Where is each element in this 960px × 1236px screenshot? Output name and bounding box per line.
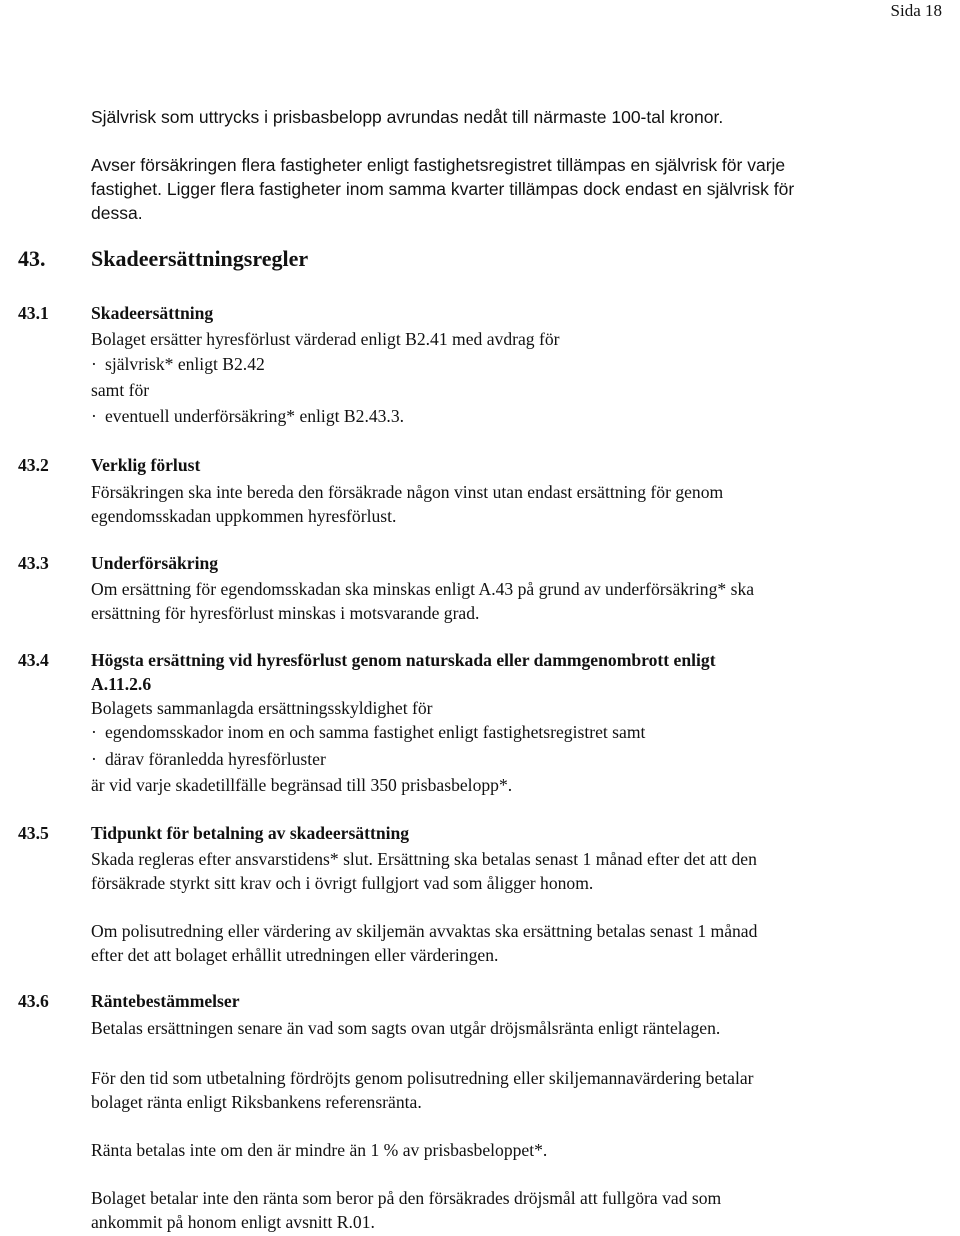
- section-title: Skadeersättningsregler: [91, 246, 309, 271]
- list-item: [91, 747, 326, 771]
- body-text: Bolagets sammanlagda ersättningsskyldighet för: [91, 698, 433, 718]
- list-item: [91, 352, 265, 376]
- body-text: För den tid som utbetalning fördröjts genom polisutredning eller skiljemannavärdering betalar: [91, 1068, 754, 1088]
- body-text: Betalas ersättningen senare än vad som sagts ovan utgår dröjsmålsränta enligt räntelagen.: [91, 1018, 721, 1038]
- subsection-title: Underförsäkring: [91, 553, 219, 573]
- subsection-title: Skadeersättning: [91, 303, 214, 323]
- list-item-text: därav föranledda hyresförluster: [105, 749, 326, 769]
- bullet-icon: ·: [91, 354, 97, 374]
- subsection-title-continued: A.11.2.6: [91, 674, 152, 694]
- body-text: samt för: [91, 380, 150, 400]
- body-text: ankommit på honom enligt avsnitt R.01.: [91, 1212, 375, 1232]
- body-text: Om polisutredning eller värdering av skiljemän avvaktas ska ersättning betalas senast 1 månad: [91, 921, 758, 941]
- body-text: Bolaget betalar inte den ränta som beror på den försäkrades dröjsmål att fullgöra vad som: [91, 1188, 722, 1208]
- list-item: [91, 720, 645, 744]
- section-number: 43.: [18, 246, 46, 271]
- bullet-icon: ·: [91, 722, 97, 742]
- subsection-title: Tidpunkt för betalning av skadeersättning: [91, 823, 410, 843]
- body-text: Bolaget ersätter hyresförlust värderad enligt B2.41 med avdrag för: [91, 329, 560, 349]
- body-text: Ränta betalas inte om den är mindre än 1 % av prisbasbeloppet*.: [91, 1140, 548, 1160]
- body-text: Försäkringen ska inte bereda den försäkrade någon vinst utan endast ersättning för genom: [91, 482, 724, 502]
- subsection-number: 43.3: [18, 553, 49, 573]
- body-text: Om ersättning för egendomsskadan ska minskas enligt A.43 på grund av underförsäkring* ska: [91, 579, 755, 599]
- subsection-number: 43.5: [18, 823, 49, 843]
- body-text: Skada regleras efter ansvarstidens* slut. Ersättning ska betalas senast 1 månad efter det att den: [91, 849, 757, 869]
- intro-paragraph-2-line-3: dessa.: [91, 203, 143, 223]
- page-number: Sida 18: [890, 1, 942, 20]
- list-item-text: egendomsskador inom en och samma fastighet enligt fastighetsregistret samt: [105, 722, 646, 742]
- body-text: egendomsskadan uppkommen hyresförlust.: [91, 506, 397, 526]
- subsection-title: Högsta ersättning vid hyresförlust genom naturskada eller dammgenombrott enligt: [91, 650, 716, 670]
- body-text: är vid varje skadetillfälle begränsad till 350 prisbasbelopp*.: [91, 775, 513, 795]
- list-item: [91, 404, 404, 428]
- subsection-number: 43.1: [18, 303, 49, 323]
- subsection-number: 43.2: [18, 455, 49, 475]
- intro-paragraph-2-line-1: Avser försäkringen flera fastigheter enligt fastighetsregistret tillämpas en självrisk för varje: [91, 155, 786, 175]
- list-item-text: självrisk* enligt B2.42: [105, 354, 265, 374]
- list-item-text: eventuell underförsäkring* enligt B2.43.3.: [105, 406, 405, 426]
- subsection-number: 43.6: [18, 991, 49, 1011]
- subsection-title: Verklig förlust: [91, 455, 201, 475]
- body-text: bolaget ränta enligt Riksbankens referensränta.: [91, 1092, 422, 1112]
- subsection-number: 43.4: [18, 650, 49, 670]
- intro-paragraph-2-line-2: fastighet. Ligger flera fastigheter inom samma kvarter tillämpas dock endast en självrisk för: [91, 179, 795, 199]
- body-text: ersättning för hyresförlust minskas i motsvarande grad.: [91, 603, 480, 623]
- body-text: efter det att bolaget erhållit utredningen eller värderingen.: [91, 945, 499, 965]
- bullet-icon: ·: [91, 406, 97, 426]
- intro-paragraph-1: Självrisk som uttrycks i prisbasbelopp avrundas nedåt till närmaste 100-tal kronor.: [91, 107, 724, 127]
- bullet-icon: ·: [91, 749, 97, 769]
- subsection-title: Räntebestämmelser: [91, 991, 240, 1011]
- body-text: försäkrade styrkt sitt krav och i övrigt fullgjort vad som åligger honom.: [91, 873, 594, 893]
